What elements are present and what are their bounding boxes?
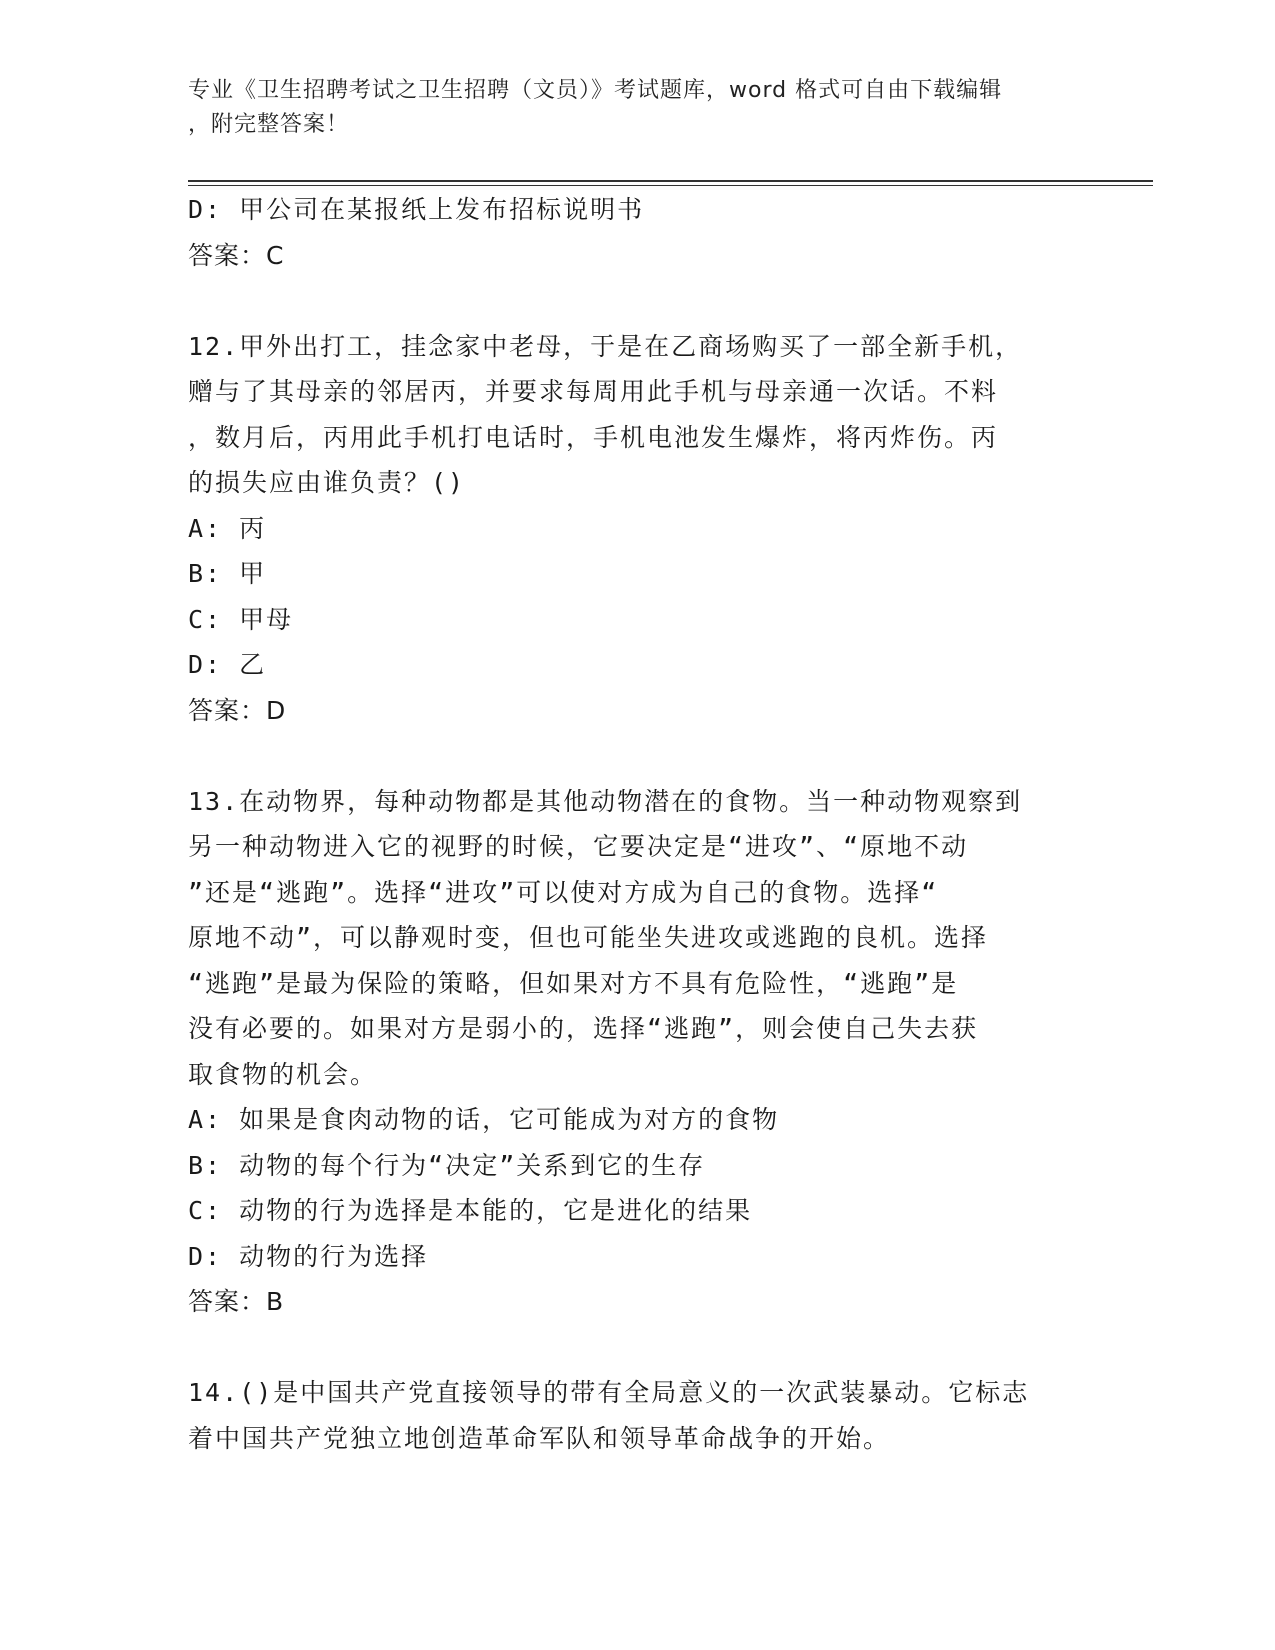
option-a: A: 丙 bbox=[188, 513, 267, 543]
answer: 答案：B bbox=[188, 1287, 285, 1316]
question-text-line: 赠与了其母亲的邻居丙，并要求每周用此手机与母亲通一次话。不料 bbox=[188, 377, 999, 406]
question-text-line: 没有必要的。如果对方是弱小的，选择“逃跑”，则会使自己失去获 bbox=[188, 1014, 979, 1043]
question-text-line: 13.在动物界，每种动物都是其他动物潜在的食物。当一种动物观察到 bbox=[188, 786, 1023, 816]
question-text-line: 12.甲外出打工，挂念家中老母，于是在乙商场购买了一部全新手机， bbox=[188, 331, 1023, 361]
header-line-2: ，附完整答案！ bbox=[188, 112, 350, 137]
spacer bbox=[188, 278, 1088, 324]
answer: 答案：C bbox=[188, 240, 285, 270]
option-d: D: 乙 bbox=[188, 650, 267, 679]
question-text-line: 的损失应由谁负责？() bbox=[188, 468, 466, 497]
question-text-line: ”还是“逃跑”。选择“进攻”可以使对方成为自己的食物。选择“ bbox=[188, 877, 939, 907]
question-13 bbox=[188, 779, 1088, 1325]
question-text-line: ，数月后，丙用此手机打电话时，手机电池发生爆炸，将丙炸伤。丙 bbox=[188, 422, 999, 452]
option-d: D: 动物的行为选择 bbox=[188, 1241, 429, 1271]
question-text-line: 原地不动”，可以静观时变，但也可能坐失进攻或逃跑的良机。选择 bbox=[188, 923, 989, 952]
question-text-line: 取食物的机会。 bbox=[188, 1059, 378, 1089]
option-c: C: 甲母 bbox=[188, 604, 294, 634]
option-c: C: 动物的行为选择是本能的，它是进化的结果 bbox=[188, 1196, 753, 1225]
question-text-line: “逃跑”是最为保险的策略，但如果对方不具有危险性，“逃跑”是 bbox=[188, 968, 959, 998]
option-b: B: 动物的每个行为“决定”关系到它的生存 bbox=[188, 1150, 706, 1180]
header-divider bbox=[188, 180, 1153, 186]
prev-question-tail bbox=[188, 187, 1088, 278]
question-text-line: 着中国共产党独立地创造革命军队和领导革命战争的开始。 bbox=[188, 1423, 891, 1453]
spacer bbox=[188, 1325, 1088, 1371]
question-12 bbox=[188, 324, 1088, 734]
option-b: B: 甲 bbox=[188, 559, 267, 588]
question-text-line: 14.()是中国共产党直接领导的带有全局意义的一次武装暴动。它标志 bbox=[188, 1378, 1030, 1407]
question-14 bbox=[188, 1370, 1088, 1461]
answer: 答案：D bbox=[188, 695, 287, 725]
question-text-line: 另一种动物进入它的视野的时候，它要决定是“进攻”、“原地不动 bbox=[188, 832, 969, 861]
header-line-1: 专业《卫生招聘考试之卫生招聘（文员）》考试题库，word 格式可自由下载编辑 bbox=[188, 78, 1003, 103]
spacer bbox=[188, 733, 1088, 779]
page-header bbox=[188, 74, 1088, 142]
option-d: D: 甲公司在某报纸上发布招标说明书 bbox=[188, 195, 645, 224]
document-body bbox=[188, 187, 1088, 1461]
option-a: A: 如果是食肉动物的话，它可能成为对方的食物 bbox=[188, 1105, 780, 1134]
